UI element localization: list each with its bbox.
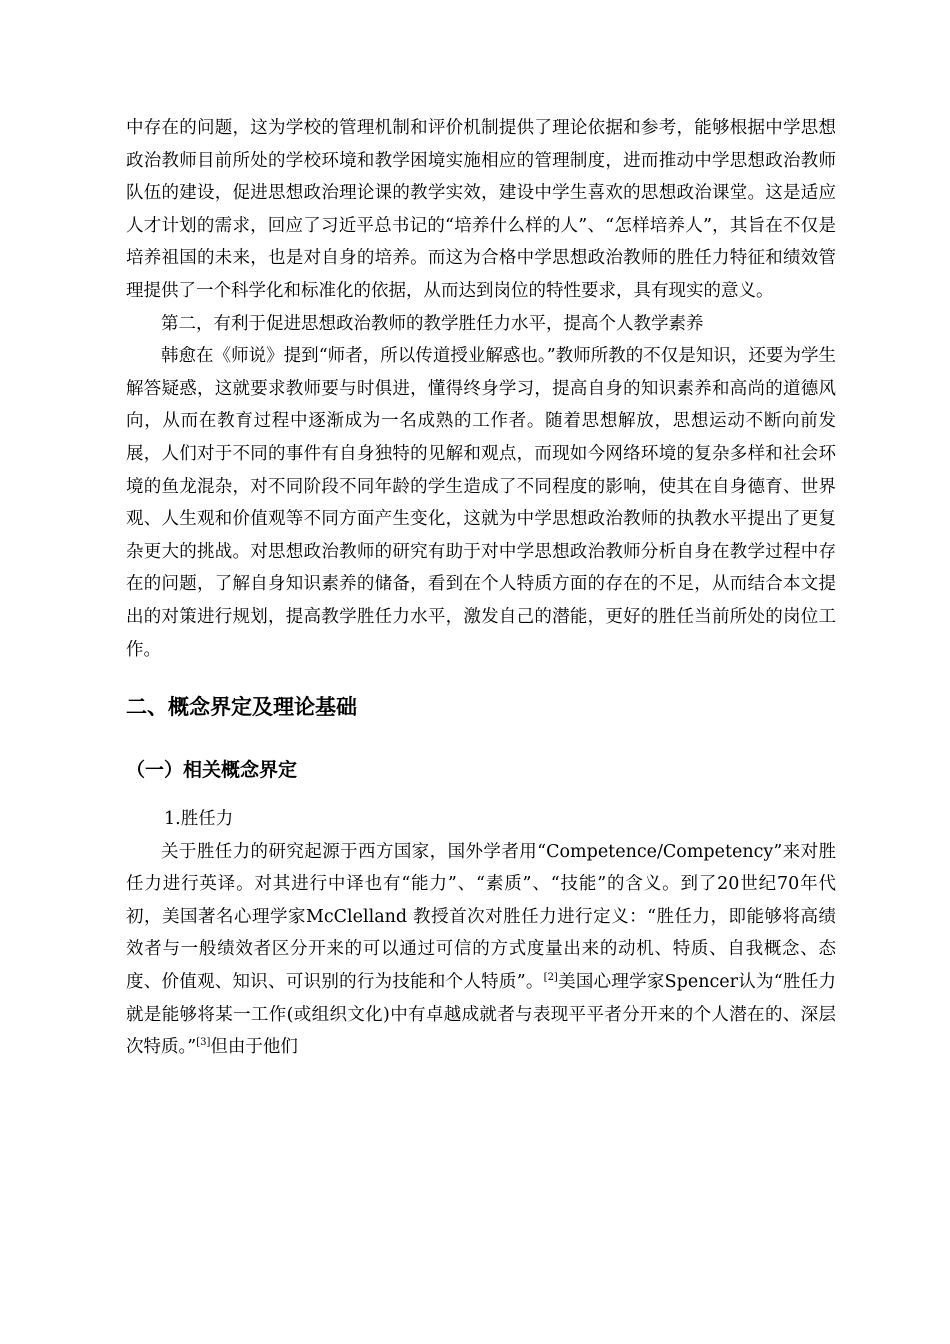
- competency-text-part2: 美国心理学家Spencer认为“胜任力就是能够将某一工作(或组织文化)中有卓越成就者与表现平平者分开来的个人潜在的、深层次特质。”: [126, 972, 836, 1058]
- competency-text-part3: 但由于他们: [210, 1037, 298, 1058]
- document-body: [126, 112, 836, 1064]
- subsection-heading-definitions: （一）相关概念界定: [126, 759, 298, 782]
- paragraph-competency-definition: [126, 836, 836, 1064]
- section-heading-concepts: 二、概念界定及理论基础: [126, 695, 357, 720]
- citation-3: [3]: [196, 1037, 211, 1049]
- paragraph-continuation: 中存在的问题，这为学校的管理机制和评价机制提供了理论依据和参考，能够根据中学思想政治教师目前所处的学校环境和教学困境实施相应的管理制度，进而推动中学思想政治教师队伍的建设，促进思想政治理论课的教学实效，建设中学生喜欢的思想政治课堂。这是适应人才计划的需求，回应了习近平总书记的“培养什么样的人”、“怎样培养人”，其旨在不仅是培养祖国的未来，也是对自身的培养。而这为合格中学思想政治教师的胜任力特征和绩效管理提供了一个科学化和标准化的依据，从而达到岗位的特性要求，具有现实的意义。: [126, 118, 836, 301]
- paragraph-point-two: 第二，有利于促进思想政治教师的教学胜任力水平，提高个人教学素养: [161, 313, 704, 334]
- competency-text-part1: 关于胜任力的研究起源于西方国家，国外学者用“Competence/Competency”来对胜任力进行英译。对其进行中译也有“能力”、“素质”、“技能”的含义。到了20世纪70年代初，美国著名心理学家McClelland 教授首次对胜任力进行定义：“胜任力，即能够将高绩效者与一般绩效者区分开来的可以通过可信的方式度量出来的动机、特质、自我概念、态度、价值观、知识、可识别的行为技能和个人特质”。: [126, 841, 836, 993]
- item-heading-competency: 1.胜任力: [164, 809, 234, 830]
- paragraph-han-yu: 韩愈在《师说》提到“师者，所以传道授业解惑也。”教师所教的不仅是知识，还要为学生解答疑惑，这就要求教师要与时俱进，懂得终身学习，提高自身的知识素养和高尚的道德风向，从而在教育过程中逐渐成为一名成熟的工作者。随着思想解放，思想运动不断向前发展，人们对于不同的事件有自身独特的见解和观点，而现如今网络环境的复杂多样和社会环境的鱼龙混杂，对不同阶段不同年龄的学生造成了不同程度的影响，使其在自身德育、世界观、人生观和价值观等不同方面产生变化，这就为中学思想政治教师的执教水平提出了更复杂更大的挑战。对思想政治教师的研究有助于对中学思想政治教师分析自身在教学过程中存在的问题，了解自身知识素养的储备，看到在个人特质方面的存在的不足，从而结合本文提出的对策进行规划，提高教学胜任力水平，激发自己的潜能，更好的胜任当前所处的岗位工作。: [126, 346, 836, 660]
- citation-2: [2]: [543, 972, 558, 984]
